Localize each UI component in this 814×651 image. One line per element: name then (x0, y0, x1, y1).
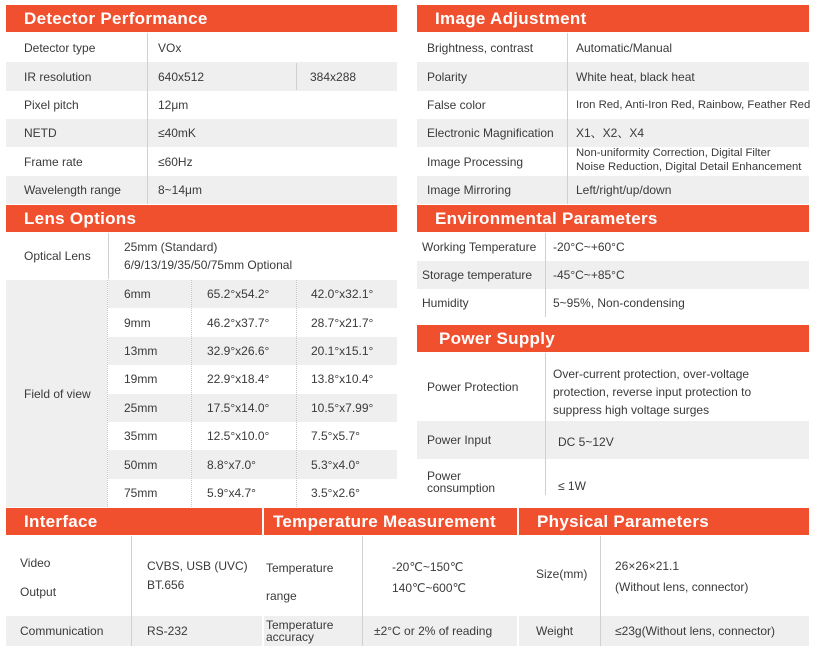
power-protection-label: Power Protection (427, 380, 519, 394)
detector-label: Frame rate (24, 154, 83, 169)
fov-label: Field of view (24, 386, 91, 401)
image-adjustment-header (417, 5, 809, 32)
fov-384-value: 42.0°x32.1° (311, 287, 374, 302)
detector-value: VOx (158, 40, 182, 55)
fov-384-value: 28.7°x21.7° (311, 315, 374, 330)
detector-label: Detector type (24, 40, 96, 55)
section-title: Image Adjustment (435, 8, 587, 28)
power-input-value: DC 5~12V (558, 435, 614, 449)
lens-options-header (6, 205, 397, 232)
fov-focal-length: 35mm (124, 429, 158, 444)
image-label: Image Mirroring (427, 183, 512, 197)
column-divider (362, 536, 363, 646)
value-line: 140℃~600℃ (392, 581, 467, 595)
value-line: Non-uniformity Correction, Digital Filter (576, 147, 771, 159)
value-line: -20℃~150℃ (392, 560, 464, 574)
detector-performance-header (6, 5, 397, 32)
fov-384-value: 7.5°x5.7° (311, 429, 360, 444)
detector-label: Pixel pitch (24, 98, 79, 112)
detector-value-alt: 384x288 (310, 69, 357, 84)
image-label: Image Processing (427, 154, 524, 169)
image-value: Iron Red, Anti-Iron Red, Rainbow, Feather Red (576, 99, 811, 111)
column-divider (147, 33, 148, 204)
power-supply-header (417, 325, 809, 352)
env-label: Humidity (422, 296, 469, 310)
image-value: Left/right/up/down (576, 183, 672, 197)
label-line: Temperature (266, 618, 334, 632)
value-line: 25mm (Standard) (124, 240, 218, 254)
value-line: (Without lens, connector) (615, 580, 749, 594)
fov-640-value: 22.9°x18.4° (207, 372, 270, 387)
fov-focal-length: 13mm (124, 343, 158, 358)
value-line: 6/9/13/19/35/50/75mm Optional (124, 258, 293, 272)
physical-header (519, 508, 809, 535)
image-label: False color (427, 98, 486, 112)
fov-focal-length: 25mm (124, 400, 158, 415)
label-line: Power (427, 469, 462, 483)
detector-value: ≤60Hz (158, 154, 193, 169)
detector-label: NETD (24, 126, 57, 140)
temp-range-value (392, 557, 466, 599)
output-label: Output (20, 585, 57, 599)
column-divider (545, 353, 546, 495)
fov-640-value: 17.5°x14.0° (207, 400, 270, 415)
column-divider (545, 233, 546, 317)
detector-value: 8~14μm (158, 183, 202, 197)
fov-640-value: 32.9°x26.6° (207, 343, 270, 358)
fov-focal-length: 9mm (124, 315, 151, 330)
detector-label: Wavelength range (24, 183, 121, 197)
temp-range-label: Temperature (266, 561, 334, 575)
label-line: accuracy (266, 630, 315, 644)
fov-640-value: 65.2°x54.2° (207, 287, 270, 302)
communication-value: RS-232 (147, 624, 188, 638)
power-consumption-label (427, 470, 495, 494)
image-value: Automatic/Manual (576, 40, 673, 55)
temp-range-label: range (266, 589, 297, 603)
optical-lens-value (124, 238, 292, 274)
detector-value: ≤40mK (158, 126, 196, 140)
image-label: Brightness, contrast (427, 40, 534, 55)
fov-384-value: 3.5°x2.6° (311, 485, 360, 500)
image-label: Polarity (427, 69, 468, 84)
fov-focal-length: 75mm (124, 485, 158, 500)
fov-384-value: 13.8°x10.4° (311, 372, 374, 387)
interface-header (6, 508, 262, 535)
section-title: Interface (24, 511, 98, 531)
size-label: Size(mm) (536, 567, 588, 581)
video-output-value (147, 557, 248, 595)
video-label: Video (20, 556, 51, 570)
column-divider (108, 233, 109, 279)
env-label: Storage temperature (422, 268, 533, 282)
fov-384-value: 10.5°x7.99° (311, 400, 374, 415)
image-processing-value (576, 147, 808, 174)
value-line: Over-current protection, over-voltage (553, 367, 750, 381)
power-consumption-value: ≤ 1W (558, 479, 586, 493)
fov-384-value: 5.3°x4.0° (311, 457, 360, 472)
env-label: Working Temperature (422, 240, 537, 254)
column-divider (600, 536, 601, 646)
value-line: suppress high voltage surges (553, 403, 710, 417)
env-value: -45°C~+85°C (553, 268, 625, 282)
communication-label: Communication (20, 624, 104, 638)
label-line: consumption (427, 481, 496, 495)
section-title: Temperature Measurement (273, 511, 496, 531)
section-title: Power Supply (439, 328, 556, 348)
value-line: BT.656 (147, 578, 185, 592)
temp-accuracy-label (266, 619, 333, 643)
image-label: Electronic Magnification (427, 126, 554, 140)
value-line: protection, reverse input protection to (553, 385, 752, 399)
detector-value: 640x512 (158, 69, 205, 84)
fov-column-divider (296, 280, 297, 507)
section-title: Physical Parameters (537, 511, 710, 531)
environmental-header (417, 205, 809, 232)
detector-label: IR resolution (24, 69, 92, 84)
fov-640-value: 46.2°x37.7° (207, 315, 270, 330)
temperature-header (264, 508, 517, 535)
power-protection-value (553, 365, 751, 419)
fov-640-value: 5.9°x4.7° (207, 485, 256, 500)
image-value: White heat, black heat (576, 69, 695, 84)
fov-focal-length: 19mm (124, 372, 158, 387)
temp-accuracy-value: ±2°C or 2% of reading (374, 624, 493, 638)
fov-640-value: 12.5°x10.0° (207, 429, 270, 444)
detector-row-bg (6, 119, 397, 147)
optical-lens-label: Optical Lens (24, 249, 91, 263)
fov-focal-length: 50mm (124, 457, 158, 472)
column-divider (296, 63, 297, 90)
fov-column-divider (191, 280, 192, 507)
env-value: 5~95%, Non-condensing (553, 296, 685, 310)
size-value (615, 556, 748, 598)
weight-value: ≤23g(Without lens, connector) (615, 624, 775, 638)
weight-label: Weight (536, 624, 574, 638)
value-line: CVBS, USB (UVC) (147, 559, 248, 573)
image-value: X1、X2、X4 (576, 126, 645, 140)
detector-value: 12μm (158, 98, 189, 112)
fov-640-value: 8.8°x7.0° (207, 457, 256, 472)
column-divider (567, 33, 568, 204)
column-divider (131, 536, 132, 646)
fov-focal-length: 6mm (124, 287, 151, 302)
section-title: Detector Performance (24, 8, 208, 28)
fov-column-divider (107, 280, 108, 507)
value-line: Noise Reduction, Digital Detail Enhancement (576, 160, 802, 173)
value-line: 26×26×21.1 (615, 559, 680, 573)
power-input-label: Power Input (427, 433, 492, 447)
env-value: -20°C~+60°C (553, 240, 625, 254)
section-title: Lens Options (24, 208, 137, 228)
section-title: Environmental Parameters (435, 208, 658, 228)
fov-384-value: 20.1°x15.1° (311, 343, 374, 358)
